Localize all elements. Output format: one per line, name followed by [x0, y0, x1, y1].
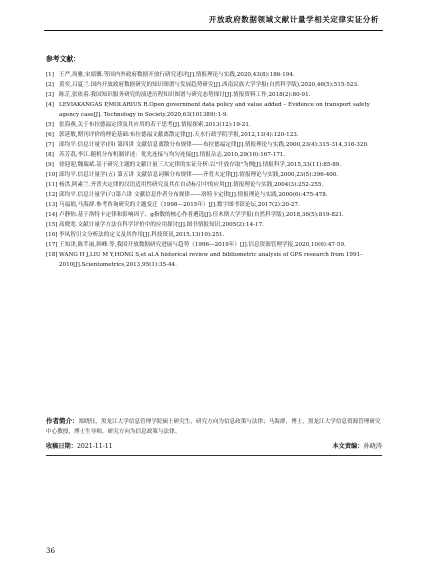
- reference-item: [46, 90, 381, 100]
- reference-item: [46, 80, 381, 90]
- reference-text: 高晓宽.文献计量学方法在科学评价中的应用探讨[J].图书情报知识,2005(2):14-17.: [59, 222, 264, 228]
- reference-text: 邱均平.信息计量学(六)第六讲 文献信息作者分布规律——洛特卡定律[J].情报理论与实践,2000(6):475-478.: [59, 192, 328, 198]
- editor-label: 本文责编：: [332, 443, 364, 450]
- reference-text: 马福娟,马海群.参考咨询研究的主题变迁（1998—2015年）[J].数字图书馆论坛,2017(2):20-27.: [59, 202, 300, 208]
- reference-number: [9]: [46, 162, 54, 168]
- reference-item: [46, 190, 381, 200]
- reference-text: 郭延敏,期刊评价的理论基础:布拉德福文献离散定律[J].天水行政学院学报,2012,13(4):120-123.: [59, 132, 299, 138]
- reference-text: 陈芷,张依着.我国知识服务研究的演进历程知识图谱与研究态势探讨[J].情报资料工作,2018(2):80-91.: [59, 92, 311, 98]
- reference-number: [6]: [46, 132, 54, 138]
- reference-text: 徐迎迎,魏瑞斌.基于研究主题的文献计量三大定律的实证分析:以"开放存取"为例[J].情报科学,2015,33(11):85-89.: [59, 162, 342, 168]
- reference-item: [46, 230, 381, 240]
- reference-number: [13]: [46, 202, 58, 208]
- reference-text: 杨洪,阿素兰.齐普夫定律的汉语适用性研究及其在自动标引中的应用[J].情报理论与实践,2004(3):252-255.: [59, 182, 324, 188]
- editor-block: [333, 441, 383, 450]
- reference-number: [1]: [46, 72, 54, 78]
- reference-item: [46, 150, 381, 160]
- reference-item: [46, 200, 381, 210]
- reference-number: [5]: [46, 122, 54, 128]
- reference-item: [46, 180, 381, 190]
- reference-number: [8]: [46, 152, 54, 158]
- received-date-label: 收稿日期：: [46, 443, 77, 450]
- references-heading: 参考文献：: [46, 55, 80, 63]
- reference-text: 王严,周雅,宋婧馨.等国内外政府数据开放行研究述评[J].情报理论与实践,2020,43(8):186-194.: [59, 72, 295, 78]
- reference-number: [4]: [46, 102, 54, 108]
- reference-text: 李凤智引文分析法的定义及其作用[J].科技资讯,2015,13(10):251.: [59, 232, 225, 238]
- reference-number: [10]: [46, 172, 58, 178]
- article-meta-footer: [46, 441, 382, 450]
- reference-text: LEVIAKANGAS P,MOLARIUS R.Open government data policy and value added – Evidence on transport safety agency case[J]. Technology in Society,2020,63(101389):1-9.: [59, 102, 370, 118]
- reference-number: [17]: [46, 242, 58, 248]
- footer-divider: [46, 455, 382, 456]
- reference-item: [46, 170, 381, 180]
- reference-text: WANG H J,LIU M Y,HONG S,et al.A historical review and bibliometric analysis of GPS research from 1991–2010[J].Scientometrics,2013,95(1):35-44.: [59, 252, 363, 268]
- reference-item: [46, 70, 381, 80]
- reference-number: [12]: [46, 192, 58, 198]
- reference-item: [46, 210, 381, 220]
- author-bio: [46, 416, 382, 437]
- reference-number: [3]: [46, 92, 54, 98]
- reference-text: 邱均平.信息计量学(五) 第五讲 文献信息词频分布规律——齐普夫定律[J].情报理论与实践,2000,23(5):396-400.: [59, 172, 339, 178]
- reference-number: [2]: [46, 82, 54, 88]
- page-number: 36: [46, 547, 55, 555]
- reference-number: [7]: [46, 142, 54, 148]
- reference-item: [46, 130, 381, 140]
- reference-text: 卢静怡.基于洛特卡定律和影响因子、g指数的核心作者遴选[J].佳木斯大学学报(自然科学版),2018,36(5):819-821.: [59, 212, 344, 218]
- reference-text: 邱均平.信息计量学(四) 第四讲 文献信息离散分布规律——布拉德福定律[J].情报理论与实践,2000,23(4):315-314,316-320.: [59, 142, 369, 148]
- reference-item: [46, 140, 381, 150]
- references-list: [46, 70, 381, 270]
- reference-item: [46, 100, 381, 120]
- reference-text: 黄奕,吕夏兰.国内开放政府数据研究的知识图谱与发展趋势研究[J].西南民族大学学报(自然科学版),2020,46(5):515-523.: [59, 82, 359, 88]
- editor-name: 孙晓涛: [363, 443, 382, 450]
- reference-number: [11]: [46, 182, 58, 188]
- author-bio-text: 郑晓钰，黑龙江大学信息管理学院硕士研究生，研究方向为信息政策与法律；马海群，博士，黑龙江大学信息资源管理研究中心教授，博士生导师，研究方向为信息政策与法律。: [46, 419, 381, 435]
- author-bio-label: 作者简介：: [46, 417, 79, 425]
- header-divider: [44, 30, 383, 31]
- reference-item: [46, 240, 381, 250]
- reference-number: [14]: [46, 212, 58, 218]
- reference-item: [46, 250, 381, 270]
- running-header-title: 开放政府数据领域文献计量学相关定律实证分析: [208, 15, 379, 24]
- reference-text: 苏芳荔,李江.随机分布机制评述：优先连接与均匀连接[J].情报杂志,2010,29(10):167-171.: [59, 152, 286, 158]
- reference-text: 张海燕,关于布拉德福定律及其应用的若干思考[J].情报探索,2013(12):19-21.: [59, 122, 251, 128]
- reference-number: [15]: [46, 222, 58, 228]
- reference-item: [46, 220, 381, 230]
- received-date-block: [46, 441, 113, 450]
- reference-item: [46, 160, 381, 170]
- reference-item: [46, 120, 381, 130]
- reference-number: [18]: [46, 252, 58, 258]
- reference-number: [16]: [46, 232, 58, 238]
- reference-text: 王知津,陈芊丽,韩峰.等,我国开放数据研究进展与趋势（1996—2019年）[J].信息资源管理学报,2020,10(6):47-59.: [59, 242, 346, 248]
- received-date-value: 2021-11-11: [76, 443, 113, 450]
